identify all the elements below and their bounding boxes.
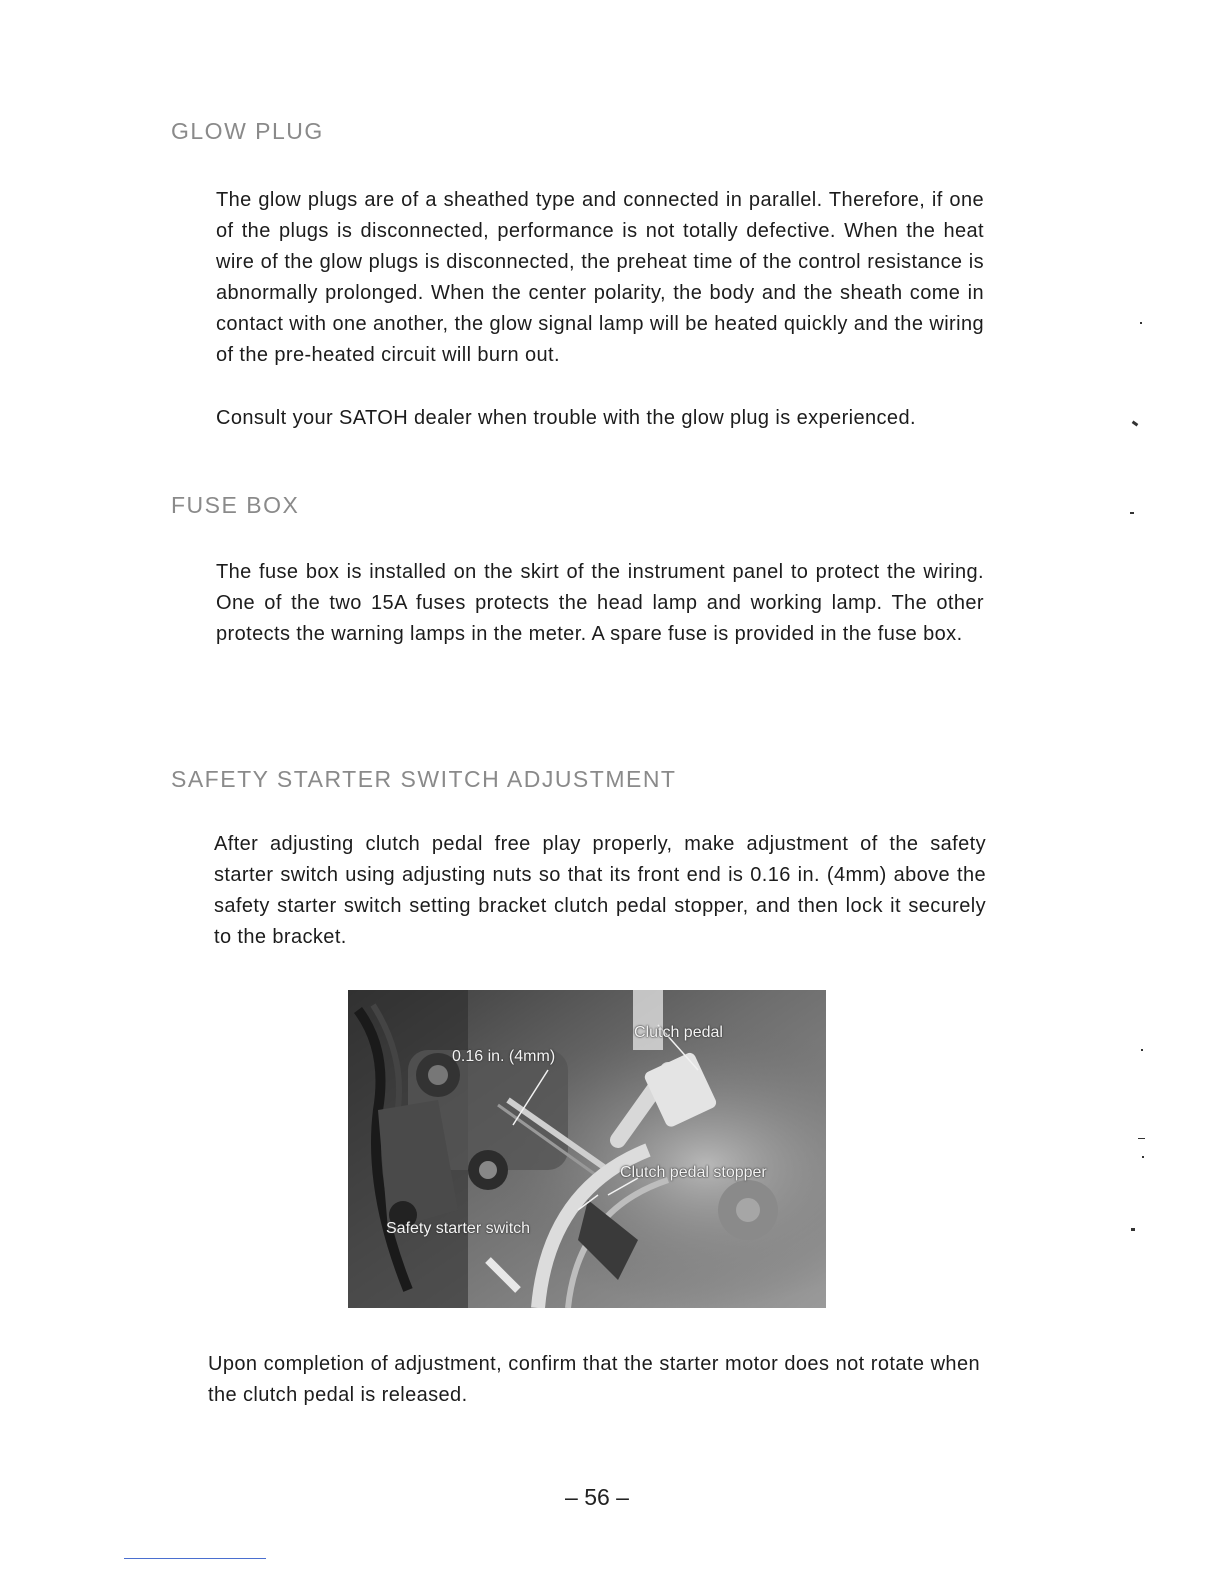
scan-speck (1140, 322, 1142, 324)
scan-speck (1142, 1156, 1144, 1158)
scan-speck (1132, 421, 1139, 427)
safety-switch-paragraph: After adjusting clutch pedal free play properly, make adjustment of the safety starter switch using adjusting nuts so that its front end is 0.16 in. (4mm) above the safety starter switch setting bracket clutch pedal stopper, and then lock it securely to the bracket. (214, 833, 986, 948)
clutch-pedal-photo (348, 990, 826, 1308)
glow-plug-heading: GLOW PLUG (171, 118, 324, 144)
label-clutch-pedal: Clutch pedal (634, 1024, 723, 1041)
scan-speck (1130, 512, 1134, 514)
scan-speck (1138, 1138, 1145, 1139)
page-number: – 56 – (565, 1484, 629, 1510)
safety-switch-closing: Upon completion of adjustment, confirm that the starter motor does not rotate when the clutch pedal is released. (208, 1353, 980, 1406)
glow-plug-paragraph-1: The glow plugs are of a sheathed type and connected in parallel. Therefore, if one of the plugs is disconnected, performance is not totally defective. When the heat wire of the glow plugs is disconnected, the preheat time of the control resistance is abnormally prolonged. When the center polarity, the body and the sheath come in contact with one another, the glow signal lamp will be heated quickly and the wiring of the pre-heated circuit will burn out. (216, 189, 984, 366)
label-clutch-pedal-stopper: Clutch pedal stopper (620, 1164, 767, 1181)
footer-rule (124, 1558, 266, 1559)
label-safety-starter-switch: Safety starter switch (386, 1220, 531, 1237)
label-gap-measurement: 0.16 in. (4mm) (452, 1048, 556, 1065)
glow-plug-paragraph-2: Consult your SATOH dealer when trouble with the glow plug is experienced. (216, 407, 916, 429)
scan-speck (1141, 1049, 1143, 1051)
fuse-box-paragraph: The fuse box is installed on the skirt of the instrument panel to protect the wiring. One of the two 15A fuses protects the head lamp and working lamp. The other protects the warning lamps in the meter. A spare fuse is provided in the fuse box. (216, 561, 984, 645)
scan-speck (1131, 1228, 1135, 1231)
safety-switch-heading: SAFETY STARTER SWITCH ADJUSTMENT (171, 766, 677, 792)
photo-artwork (348, 990, 826, 1308)
fuse-box-heading: FUSE BOX (171, 492, 300, 518)
